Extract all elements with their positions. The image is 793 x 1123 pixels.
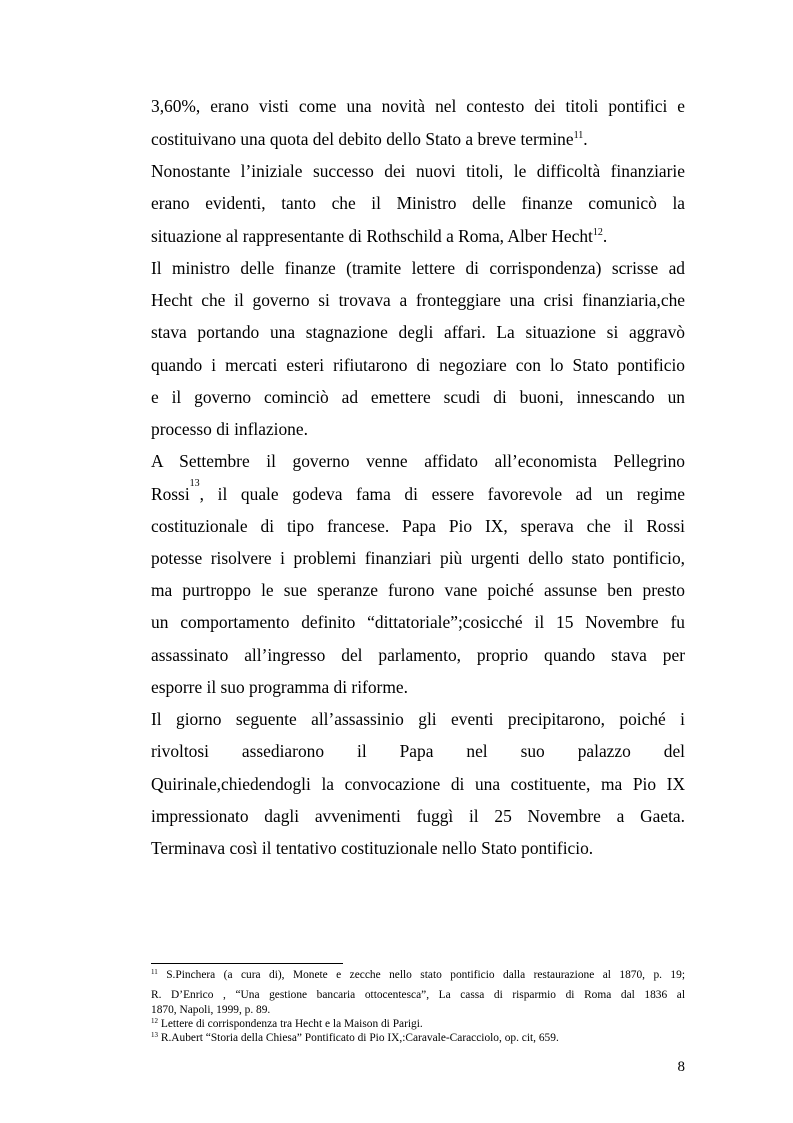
body-line: costituzionale di tipo francese. Papa Pio IX, sperava che il Rossi xyxy=(151,516,685,536)
body-line xyxy=(151,478,685,504)
body-line: 3,60%, erano visti come una novità nel contesto dei titoli pontifici e xyxy=(151,96,685,116)
body-line: quando i mercati esteri rifiutarono di negoziare con lo Stato pontificio xyxy=(151,355,685,375)
punctuation: . xyxy=(602,226,608,246)
body-line: ma purtroppo le sue speranze furono vane poiché assunse ben presto xyxy=(151,580,685,600)
footnote-ref: 13 xyxy=(189,478,200,489)
body-line: assassinato all’ingresso del parlamento, proprio quando stava per xyxy=(151,645,685,665)
footnote-text: R.Aubert “Storia della Chiesa” Pontificato di Pio IX,:Caravale-Caracciolo, op. cit, 659. xyxy=(160,1032,559,1044)
body-line: Nonostante l’iniziale successo dei nuovi titoli, le difficoltà finanziarie xyxy=(151,161,685,181)
footnote-line xyxy=(151,968,685,982)
footnote-number: 13 xyxy=(151,1031,158,1039)
body-line: processo di inflazione. xyxy=(151,419,308,439)
footnote-number: 12 xyxy=(151,1017,158,1025)
body-line xyxy=(151,129,685,149)
body-line: potesse risolvere i problemi finanziari più urgenti dello stato pontificio, xyxy=(151,548,685,568)
footnote-text: Lettere di corrispondenza tra Hecht e la Maison di Parigi. xyxy=(160,1018,423,1030)
footnote-line: R. D’Enrico , “Una gestione bancaria ottocentesca”, La cassa di risparmio di Roma dal 1836 al xyxy=(151,989,685,1001)
footnote-line: 1870, Napoli, 1999, p. 89. xyxy=(151,1004,271,1016)
body-line: stava portando una stagnazione degli affari. La situazione si aggravò xyxy=(151,322,685,342)
body-line xyxy=(151,226,685,246)
body-line: Quirinale,chiedendogli la convocazione di una costituente, ma Pio IX xyxy=(151,774,685,794)
page-number: 8 xyxy=(677,1059,685,1075)
body-line-text: Rossi xyxy=(151,484,190,504)
body-line: Il giorno seguente all’assassinio gli eventi precipitarono, poiché i xyxy=(151,709,685,729)
footnote-number: 11 xyxy=(151,968,158,976)
body-line-text: situazione al rappresentante di Rothschild a Roma, Alber Hecht xyxy=(151,226,593,246)
footnote-ref: 11 xyxy=(573,130,584,141)
footnote-line xyxy=(151,1017,685,1031)
body-line-text: costituivano una quota del debito dello Stato a breve termine xyxy=(151,129,574,149)
body-line: Terminava così il tentativo costituzionale nello Stato pontificio. xyxy=(151,838,594,858)
body-line: e il governo cominciò ad emettere scudi di buoni, innescando un xyxy=(151,387,685,407)
footnote-line xyxy=(151,1031,685,1045)
body-line: rivoltosi assediarono il Papa nel suo palazzo del xyxy=(151,741,685,761)
footnote-separator xyxy=(151,963,343,964)
body-line-text: , il quale godeva fama di essere favorevole ad un regime xyxy=(199,484,685,504)
footnote-text: S.Pinchera (a cura di), Monete e zecche nello stato pontificio dalla restaurazione al 1870, p. 19; xyxy=(166,969,685,981)
body-line: un comportamento definito “dittatoriale”;cosicché il 15 Novembre fu xyxy=(151,612,685,632)
punctuation: . xyxy=(583,129,588,149)
footnote-ref: 12 xyxy=(592,227,603,238)
body-line: A Settembre il governo venne affidato all’economista Pellegrino xyxy=(151,451,685,471)
body-line: esporre il suo programma di riforme. xyxy=(151,677,408,697)
body-line: Hecht che il governo si trovava a fronteggiare una crisi finanziaria,che xyxy=(151,290,685,310)
body-line: impressionato dagli avvenimenti fuggì il 25 Novembre a Gaeta. xyxy=(151,806,685,826)
body-line: Il ministro delle finanze (tramite lettere di corrispondenza) scrisse ad xyxy=(151,258,685,278)
body-line: erano evidenti, tanto che il Ministro delle finanze comunicò la xyxy=(151,193,685,213)
